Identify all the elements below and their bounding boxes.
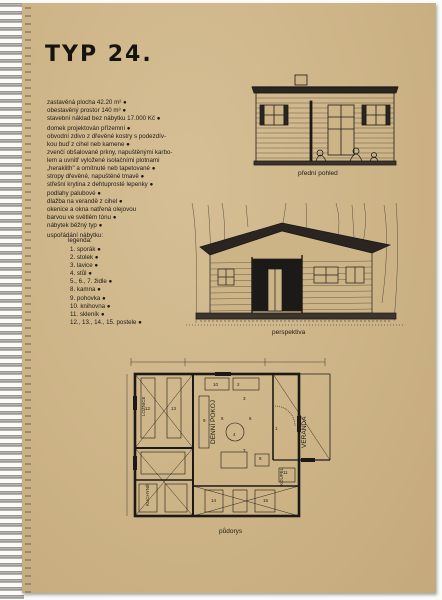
legend-item: 2. stolek ● bbox=[70, 254, 99, 262]
plan-number-15: 15 bbox=[263, 498, 269, 503]
front-view-caption: přední pohled bbox=[298, 170, 338, 177]
legend-item: 3. lavice ● bbox=[70, 262, 99, 270]
spec-line: obvodní zdivo z dřevěné kostry s podezdív- bbox=[47, 132, 167, 140]
plan-bath-label: KOUPEL bbox=[279, 467, 284, 486]
binding-holes bbox=[25, 3, 31, 593]
legend-item: 4. stůl ● bbox=[70, 270, 92, 278]
plan-number-13: 13 bbox=[171, 406, 177, 411]
spec-line: podlahy palubové ● bbox=[47, 189, 101, 197]
plan-number-10: 10 bbox=[213, 382, 219, 387]
legend-item: 12., 13., 14., 15. postele ● bbox=[70, 318, 142, 326]
plan-number-11: 11 bbox=[283, 470, 288, 475]
spec-line: lem a uvnitř vyložené isolačními plotnami bbox=[47, 157, 160, 165]
legend-title: legenda: bbox=[68, 237, 92, 244]
plan-kitchen-label: KUCHYNĚ bbox=[145, 483, 150, 506]
spec-line: obestavěný prostor 140 m³ ● bbox=[47, 107, 127, 115]
plan-veranda-label: VERANDA bbox=[301, 416, 308, 448]
spec-line: domek projektován přízemní ● bbox=[47, 124, 131, 132]
plan-number-5: 5 bbox=[221, 416, 224, 421]
spec-line: kou buď z cihel neb kamene ● bbox=[47, 140, 130, 148]
page-title: TYP 24. bbox=[45, 42, 153, 67]
spec-line: zastavěná plocha 42.20 m² ● bbox=[47, 99, 127, 106]
front-elevation-drawing bbox=[250, 73, 400, 168]
legend-item: 5., 6., 7. židle ● bbox=[70, 278, 113, 286]
plan-number-8: 8 bbox=[259, 456, 262, 461]
plan-number-1: 1 bbox=[275, 426, 278, 431]
legend-item: 1. sporák ● bbox=[70, 246, 101, 253]
perspective-drawing bbox=[186, 203, 404, 327]
spec-line: zvenčí obšalované prkny, napuštěnými karbo- bbox=[47, 149, 173, 157]
spec-line: „heraklith" a omítnuté neb tapetované ● bbox=[47, 165, 156, 173]
spec-line: stavební náklad bez nábytku 17.000 Kč ● bbox=[47, 115, 161, 123]
plan-room-label: DENNÍ POKOJ bbox=[210, 399, 217, 444]
plan-number-2: 2 bbox=[237, 382, 240, 387]
furniture-legend bbox=[70, 246, 180, 327]
spec-line: dlažba na verandě z cihel ● bbox=[47, 197, 123, 205]
perspective-caption: perspektiva bbox=[272, 329, 306, 336]
legend-item: 11. skleník ● bbox=[70, 310, 105, 318]
plan-number-14: 14 bbox=[211, 498, 217, 503]
spec-line: okenice a okna natřená olejovou bbox=[47, 205, 137, 213]
plan-number-7: 7 bbox=[243, 448, 246, 453]
plan-number-9: 9 bbox=[203, 418, 206, 423]
legend-item: 9. pohovka ● bbox=[70, 294, 106, 302]
plan-number-12: 12 bbox=[145, 406, 151, 411]
legend-item: 10. knihovna ● bbox=[70, 302, 111, 310]
spec-line: stropy dřevěné, napuštěné tmavě ● bbox=[47, 173, 145, 181]
plan-number-4: 4 bbox=[233, 432, 236, 437]
spiral-binding bbox=[0, 0, 24, 600]
spec-line: barvou ve světlém tónu ● bbox=[47, 213, 117, 221]
spec-line: nábytek běžný typ ● bbox=[47, 221, 103, 229]
spec-line: střešní krytina z dehtuprosté lepenky ● bbox=[47, 181, 154, 189]
floor-plan-caption: půdorys bbox=[219, 528, 243, 535]
plan-number-6: 6 bbox=[249, 416, 252, 421]
floor-plan-drawing bbox=[125, 356, 340, 524]
plan-number-3: 3 bbox=[243, 396, 246, 401]
legend-item: 8. kamna ● bbox=[70, 286, 101, 294]
plan-bedroom-label: LOŽNICE bbox=[141, 396, 146, 416]
spec-line: uspořádání nábytku: bbox=[47, 231, 104, 239]
